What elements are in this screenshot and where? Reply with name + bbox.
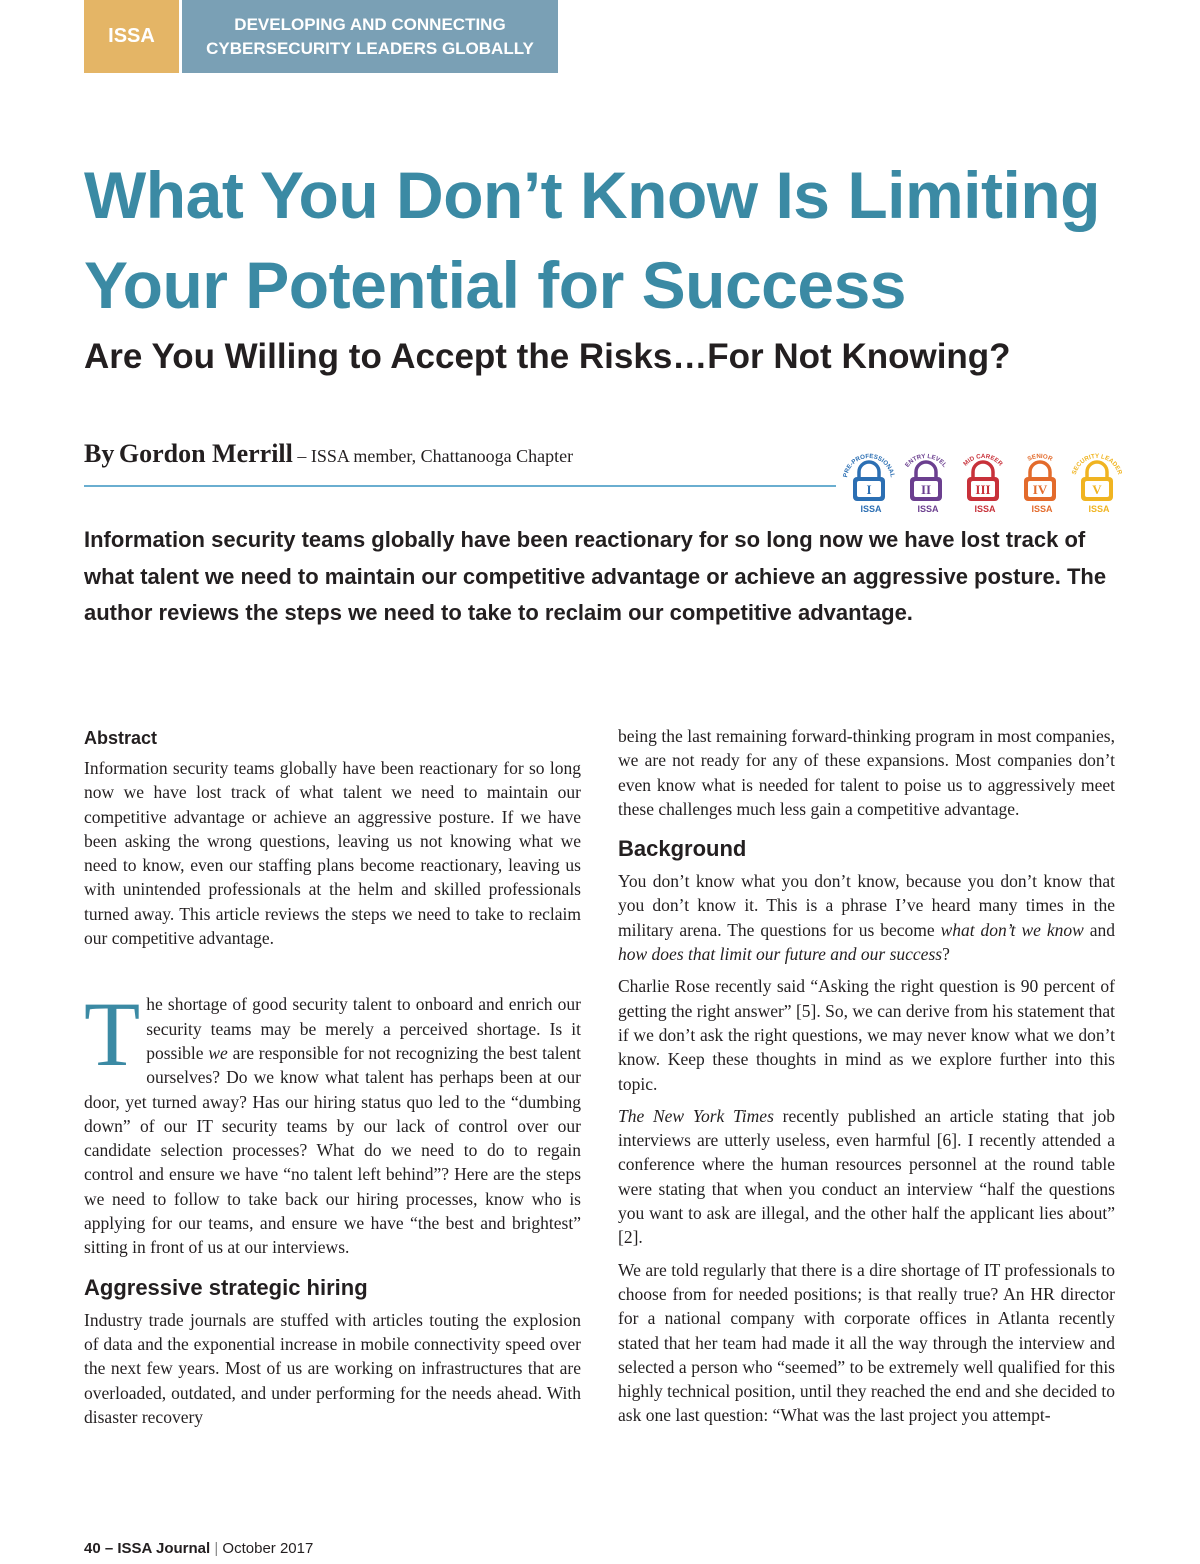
badge-arc-label: MID CAREER xyxy=(962,452,1004,468)
career-level-badge xyxy=(1068,450,1126,516)
badge-arc-label: PRE-PROFESSIONAL xyxy=(842,452,896,479)
footer-separator: | xyxy=(214,1540,219,1557)
article-subtitle: Are You Willing to Accept the Risks…For Not Knowing? xyxy=(84,337,1011,376)
badge-numeral: II xyxy=(920,482,932,497)
article-lede: Information security teams globally have been reactionary for so long now we have lost track of what talent we need to maintain our competitive advantage or achieve an aggressive posture. The author reviews the steps we need to take to reclaim our competitive advantage. xyxy=(84,527,1107,625)
bg-p1-emphasis-1: what don’t we know xyxy=(940,919,1084,940)
career-level-badge xyxy=(1011,450,1069,516)
intro-text-a: he shortage of good security talent to onboard and enrich our security teams may be merely a perceived shortage. Is it possible xyxy=(146,994,581,1063)
badge-numeral: IV xyxy=(1032,482,1048,497)
byline-author: Gordon Merrill xyxy=(118,439,293,468)
byline xyxy=(84,436,573,474)
byline-affiliation: – ISSA member, Chattanooga Chapter xyxy=(297,446,574,466)
career-level-badge xyxy=(954,450,1012,516)
badge-brand: ISSA xyxy=(860,504,882,514)
badge-arc-label: ENTRY LEVEL xyxy=(903,452,949,469)
issa-tab xyxy=(84,0,179,73)
intro-emphasis: we xyxy=(208,1042,228,1063)
background-paragraph-2: Charlie Rose recently said “Asking the right question is 90 percent of getting the right answer” [5]. So, we can derive from his statement that if we don’t ask the right questions, we may never know what we don’t know. Keep these thoughts in mind as we explore further into this topic. xyxy=(618,976,1115,1094)
abstract-text: Information security teams globally have been reactionary for so long now we have lost track of what talent we need to maintain our competitive advantage or achieve an aggressive posture. If we have been asking the wrong questions, leaving us not knowing what we need to know, even our staffing plans become reactionary, leaving us with unintended professionals at the helm and skilled professionals turned away. This article reviews the steps we need to take to reclaim our competitive advantage. xyxy=(84,758,581,949)
footer-issue: October 2017 xyxy=(222,1540,314,1557)
article-title xyxy=(84,150,1144,330)
background-paragraph-4: We are told regularly that there is a dire shortage of IT professionals to choose from for needed positions; is that really true? An HR director for a national company with corporate offices in Atlanta recently stated that her team had made it all the way through the interview and selected a person who “seemed” to be extremely well qualified for this highly technical position, until they reached the end and she decided to ask one last question: “What was the last project you attempt- xyxy=(618,1259,1115,1426)
bg-p1-text-end: ? xyxy=(942,944,950,965)
svg-text:PRE-PROFESSIONAL xyxy=(842,453,896,478)
badge-brand: ISSA xyxy=(917,504,939,514)
page-footer xyxy=(84,1540,313,1557)
badge-brand: ISSA xyxy=(974,504,996,514)
byline-prefix: By xyxy=(84,439,115,468)
bg-p1-text-a: You don’t know what you don’t know, because you don’t know that you don’t know it. This is a phrase I’ve heard many times in the military arena. The questions for us become xyxy=(618,871,1115,940)
article-title-line-2: Your Potential for Success xyxy=(84,248,906,322)
nyt-title: The New York Times xyxy=(618,1105,774,1126)
badge-arc-label: SECURITY LEADER xyxy=(1070,453,1124,476)
section-heading-background: Background xyxy=(618,836,747,862)
footer-page-label: 40 – ISSA Journal xyxy=(84,1540,211,1557)
continued-paragraph: being the last remaining forward-thinking program in most companies, we are not ready for any of these expansions. Most companies don’t even know what is needed for talent to poise us to aggressively meet these challenges much less gain a competitive advantage. xyxy=(618,726,1115,819)
header-banner-line-2: CYBERSECURITY LEADERS GLOBALLY xyxy=(206,38,534,58)
section-heading-hiring: Aggressive strategic hiring xyxy=(84,1274,368,1300)
career-level-badges xyxy=(840,450,1124,516)
career-level-badge xyxy=(897,450,955,516)
issa-tab-label: ISSA xyxy=(108,25,155,47)
badge-brand: ISSA xyxy=(1088,504,1110,514)
byline-divider xyxy=(84,485,836,487)
background-paragraph-1 xyxy=(618,869,1115,966)
header-banner-line-1: DEVELOPING AND CONNECTING xyxy=(234,14,506,34)
badge-numeral: I xyxy=(866,482,872,497)
badge-numeral: V xyxy=(1092,482,1102,497)
abstract-heading: Abstract xyxy=(84,728,158,748)
intro-text-b: are responsible for not recognizing the best talent ourselves? Do we know what talent has perhaps been at our door, yet turned away? Has our hiring status quo led to the “dumbing down” of our IT security teams by our lack of control over our candidate selection processes? What do we need to do to regain control and ensure we have “no talent left behind”? Here are the steps we need to follow to take back our hiring processes, know who is applying for our teams, and ensure we have “the best and brightest” sitting in front of us at our interviews. xyxy=(84,1042,581,1258)
career-level-badge xyxy=(840,450,898,516)
bg-p1-text-mid: and xyxy=(1083,919,1115,940)
badge-brand: ISSA xyxy=(1031,504,1053,514)
left-column xyxy=(84,724,581,1429)
right-column xyxy=(618,724,1115,1428)
background-paragraph-3 xyxy=(618,1104,1115,1250)
bg-p3-text: recently published an article stating that job interviews are utterly useless, even harmful [6]. I recently attended a conference where the human resources personnel at the round table were stating that when you conduct an interview “half the questions you want to ask are illegal, and the other half the applicant lies about” [2]. xyxy=(618,1105,1115,1248)
badge-arc-label: SENIOR xyxy=(1026,452,1054,463)
article-title-line-1: What You Don’t Know Is Limiting xyxy=(84,158,1100,232)
intro-paragraph xyxy=(84,983,581,1259)
bg-p1-emphasis-2: how does that limit our future and our success xyxy=(618,944,943,965)
hiring-paragraph: Industry trade journals are stuffed with articles touting the explosion of data and the exponential increase in mobile connectivity speed over the next few years. Most of us are working on infrastructures that are overloaded, outdated, and under performing for the needs ahead. With disaster recovery xyxy=(84,1309,581,1427)
svg-text:SECURITY LEADER xyxy=(1071,453,1124,476)
drop-cap: T xyxy=(84,983,141,1086)
header-banner xyxy=(182,0,558,73)
badge-numeral: III xyxy=(975,482,991,497)
